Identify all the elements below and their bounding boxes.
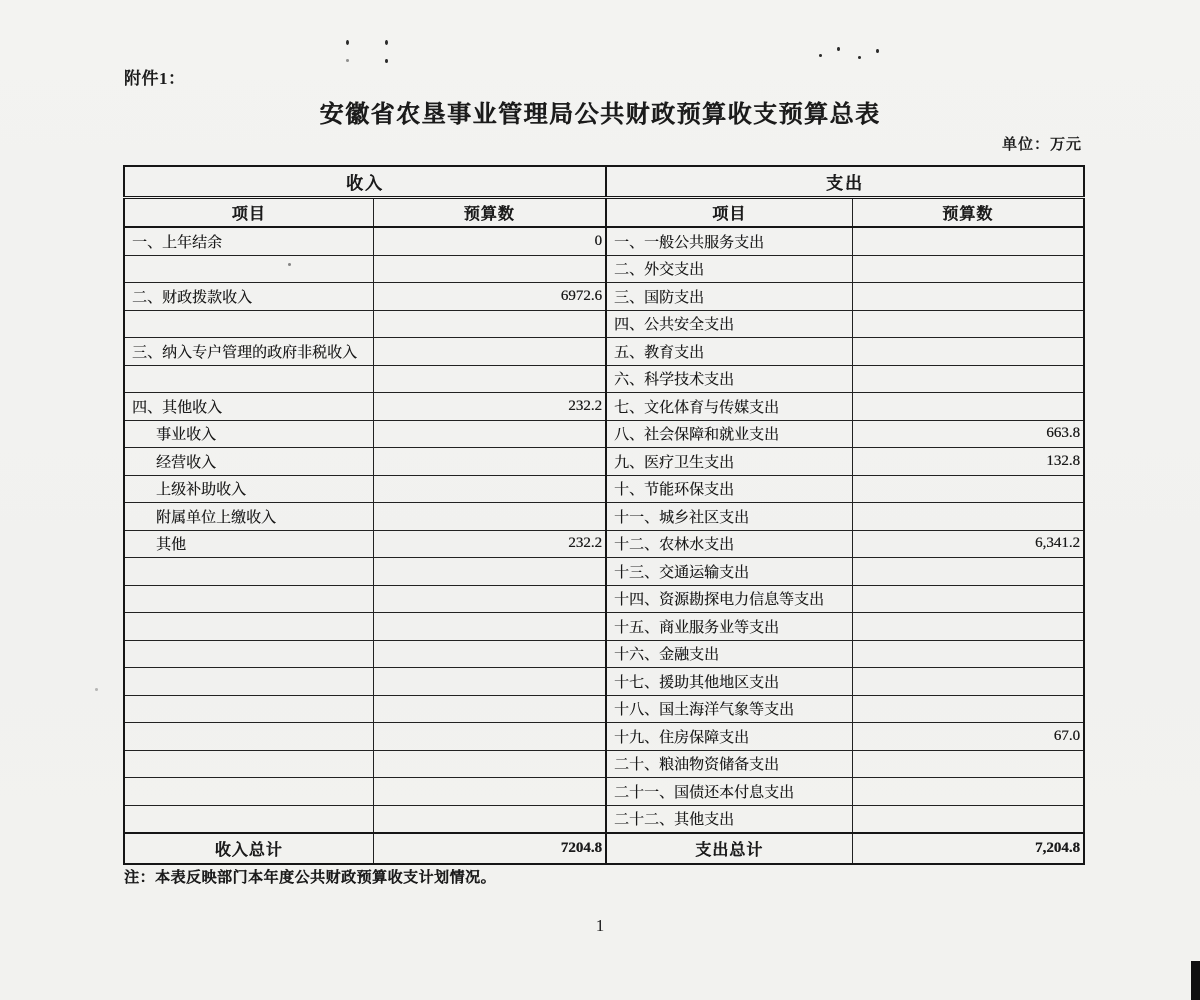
table-row <box>124 365 1084 393</box>
expense-value-cell: 132.8 <box>852 448 1084 476</box>
table-row <box>124 695 1084 723</box>
table-row <box>124 255 1084 283</box>
income-item-cell <box>124 585 373 613</box>
income-item-cell <box>124 695 373 723</box>
scan-speck <box>819 54 822 57</box>
expense-item-cell: 十八、国土海洋气象等支出 <box>606 695 852 723</box>
expense-value-cell: 663.8 <box>852 420 1084 448</box>
income-value-cell <box>373 420 606 448</box>
income-value-cell <box>373 475 606 503</box>
expense-value-cell <box>852 393 1084 421</box>
expense-value-cell <box>852 778 1084 806</box>
income-item-cell <box>124 558 373 586</box>
expense-item-cell: 十七、援助其他地区支出 <box>606 668 852 696</box>
income-value-cell <box>373 585 606 613</box>
table-row <box>124 585 1084 613</box>
income-item-cell <box>124 255 373 283</box>
income-item-cell <box>124 750 373 778</box>
income-value-cell <box>373 613 606 641</box>
income-item-cell <box>124 310 373 338</box>
income-value-cell <box>373 503 606 531</box>
income-value-cell <box>373 365 606 393</box>
expense-item-cell: 十二、农林水支出 <box>606 530 852 558</box>
scan-speck <box>346 59 349 62</box>
total-row <box>124 833 1084 864</box>
expense-item-cell: 一、一般公共服务支出 <box>606 227 852 255</box>
income-section-header: 收入 <box>124 166 606 198</box>
expense-value-cell <box>852 668 1084 696</box>
table-row <box>124 420 1084 448</box>
income-item-column-header: 项目 <box>124 198 373 228</box>
expense-value-cell <box>852 640 1084 668</box>
income-item-cell <box>124 640 373 668</box>
expense-item-cell: 五、教育支出 <box>606 338 852 366</box>
expense-item-cell: 四、公共安全支出 <box>606 310 852 338</box>
income-item-cell: 事业收入 <box>124 420 373 448</box>
scan-speck <box>385 40 388 45</box>
scan-speck <box>95 688 98 691</box>
expense-value-cell <box>852 613 1084 641</box>
income-item-cell: 经营收入 <box>124 448 373 476</box>
scan-speck <box>837 47 840 51</box>
income-value-cell <box>373 778 606 806</box>
expense-value-cell <box>852 503 1084 531</box>
expense-value-cell <box>852 475 1084 503</box>
expense-value-cell <box>852 558 1084 586</box>
expense-item-cell: 十、节能环保支出 <box>606 475 852 503</box>
expense-budget-column-header: 预算数 <box>852 198 1084 228</box>
scan-speck <box>876 49 879 53</box>
scan-edge-artifact <box>1191 961 1200 1000</box>
expense-value-cell <box>852 255 1084 283</box>
income-item-cell: 三、纳入专户管理的政府非税收入 <box>124 338 373 366</box>
income-value-cell <box>373 805 606 833</box>
income-value-cell <box>373 640 606 668</box>
expense-total-value: 7,204.8 <box>852 833 1084 864</box>
expense-item-cell: 十一、城乡社区支出 <box>606 503 852 531</box>
expense-value-cell <box>852 750 1084 778</box>
expense-item-column-header: 项目 <box>606 198 852 228</box>
income-value-cell <box>373 448 606 476</box>
income-value-cell: 0 <box>373 227 606 255</box>
unit-label: 单位：万元 <box>1001 137 1082 153</box>
expense-item-cell: 十四、资源勘探电力信息等支出 <box>606 585 852 613</box>
column-header-row <box>124 198 1084 228</box>
income-total-value: 7204.8 <box>373 833 606 864</box>
expense-item-cell: 二、外交支出 <box>606 255 852 283</box>
expense-value-cell <box>852 365 1084 393</box>
table-row <box>124 613 1084 641</box>
page-number: 1 <box>595 916 605 935</box>
expense-item-cell: 三、国防支出 <box>606 283 852 311</box>
expense-value-cell <box>852 805 1084 833</box>
expense-value-cell <box>852 227 1084 255</box>
scan-speck <box>385 59 388 63</box>
income-item-cell: 其他 <box>124 530 373 558</box>
income-value-cell <box>373 668 606 696</box>
scan-speck <box>288 263 291 266</box>
income-value-cell <box>373 558 606 586</box>
budget-table <box>123 165 1085 865</box>
expense-item-cell: 十五、商业服务业等支出 <box>606 613 852 641</box>
expense-item-cell: 十九、住房保障支出 <box>606 723 852 751</box>
expense-value-cell <box>852 283 1084 311</box>
income-item-cell <box>124 723 373 751</box>
section-header-row <box>124 166 1084 198</box>
income-item-cell <box>124 613 373 641</box>
expense-value-cell <box>852 338 1084 366</box>
expense-value-cell: 6,341.2 <box>852 530 1084 558</box>
income-item-cell <box>124 805 373 833</box>
table-row <box>124 283 1084 311</box>
page-title: 安徽省农垦事业管理局公共财政预算收支预算总表 <box>319 102 881 128</box>
table-row <box>124 338 1084 366</box>
income-item-cell: 附属单位上缴收入 <box>124 503 373 531</box>
income-item-cell: 一、上年结余 <box>124 227 373 255</box>
footnote: 注：本表反映部门本年度公共财政预算收支计划情况。 <box>124 870 497 886</box>
expense-item-cell: 二十一、国债还本付息支出 <box>606 778 852 806</box>
table-row <box>124 805 1084 833</box>
income-value-cell: 232.2 <box>373 393 606 421</box>
expense-total-label: 支出总计 <box>606 833 852 864</box>
expense-item-cell: 二十、粮油物资储备支出 <box>606 750 852 778</box>
expense-item-cell: 二十二、其他支出 <box>606 805 852 833</box>
income-value-cell <box>373 310 606 338</box>
income-item-cell <box>124 778 373 806</box>
attachment-label: 附件1： <box>124 69 186 88</box>
table-row <box>124 227 1084 255</box>
income-total-label: 收入总计 <box>124 833 373 864</box>
income-value-cell: 6972.6 <box>373 283 606 311</box>
table-row <box>124 393 1084 421</box>
table-row <box>124 668 1084 696</box>
scan-speck <box>346 40 349 45</box>
income-value-cell <box>373 338 606 366</box>
table-row <box>124 310 1084 338</box>
table-row <box>124 475 1084 503</box>
table-row <box>124 558 1084 586</box>
expense-section-header: 支出 <box>606 166 1084 198</box>
table-row <box>124 723 1084 751</box>
income-item-cell: 四、其他收入 <box>124 393 373 421</box>
expense-value-cell: 67.0 <box>852 723 1084 751</box>
expense-item-cell: 八、社会保障和就业支出 <box>606 420 852 448</box>
expense-value-cell <box>852 310 1084 338</box>
expense-item-cell: 十六、金融支出 <box>606 640 852 668</box>
scan-speck <box>858 56 861 59</box>
table-row <box>124 640 1084 668</box>
income-value-cell <box>373 723 606 751</box>
income-value-cell: 232.2 <box>373 530 606 558</box>
income-item-cell <box>124 668 373 696</box>
table-row <box>124 503 1084 531</box>
income-value-cell <box>373 750 606 778</box>
table-row <box>124 778 1084 806</box>
income-item-cell <box>124 365 373 393</box>
expense-item-cell: 六、科学技术支出 <box>606 365 852 393</box>
table-row <box>124 448 1084 476</box>
income-value-cell <box>373 255 606 283</box>
income-value-cell <box>373 695 606 723</box>
expense-item-cell: 九、医疗卫生支出 <box>606 448 852 476</box>
expense-item-cell: 七、文化体育与传媒支出 <box>606 393 852 421</box>
expense-value-cell <box>852 695 1084 723</box>
income-budget-column-header: 预算数 <box>373 198 606 228</box>
expense-item-cell: 十三、交通运输支出 <box>606 558 852 586</box>
table-row <box>124 750 1084 778</box>
income-item-cell: 二、财政拨款收入 <box>124 283 373 311</box>
table-row <box>124 530 1084 558</box>
income-item-cell: 上级补助收入 <box>124 475 373 503</box>
expense-value-cell <box>852 585 1084 613</box>
